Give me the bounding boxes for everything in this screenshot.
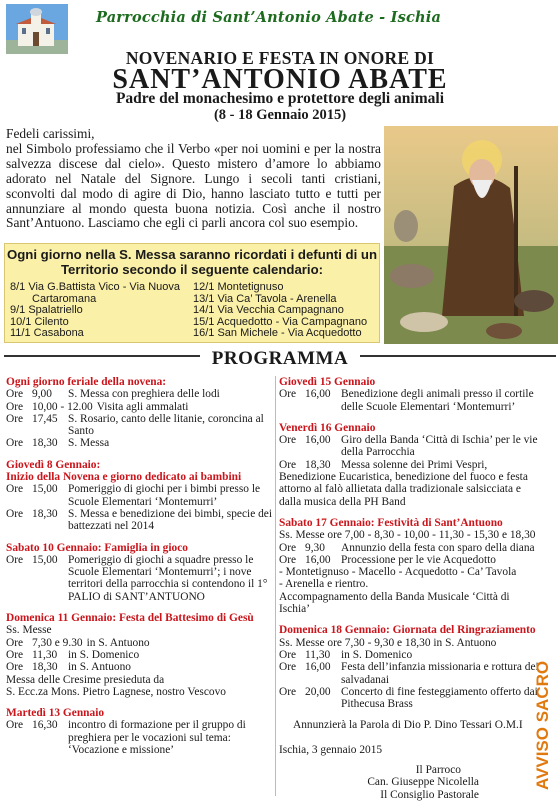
row-time: 15,00 — [32, 553, 58, 566]
schedule-row — [6, 388, 278, 400]
letter-body: nel Simbolo professiamo che il Verbo «per noi uomini e per la nostra salvezza discese dal cielo». Questo mistero d’amore lo abbiamo adorato nel Natale del Signore. Lungo i secoli tanti cristiani, sconvolti dal modo di agire di Dio, hanno lasciato tutto e tutti per annunziare al mondo questa buona notizia. Così anche il nostro Sant’Antuono. Lasciamo che egli ci parli ancora col suo esempio. — [6, 140, 381, 231]
program-section — [279, 376, 541, 413]
row-time: 11,30 — [305, 648, 331, 661]
schedule-row — [6, 719, 278, 756]
row-label: Ore — [6, 483, 24, 496]
signature-line: Can. Giuseppe Nicolella — [367, 776, 479, 789]
calendar-item: 15/1 Acquedotto - Via Campagnano — [193, 315, 368, 328]
row-time: 17,45 — [32, 412, 58, 425]
row-description: Pomeriggio di giochi a squadre presso le Scuole Elementari ‘Montemurri’; i nove territori della parrocchia si contendono il 1° PALIO di SANT’ANTUONO — [68, 553, 268, 603]
program-section — [6, 542, 278, 603]
section-heading: Sabato 10 Gennaio: Famiglia in gioco — [6, 541, 188, 554]
row-description: in S. Domenico — [341, 648, 413, 661]
row-label: Ore — [279, 685, 297, 698]
row-description: in S. Domenico — [68, 648, 140, 661]
signature-line: Il Consiglio Pastorale — [380, 788, 479, 801]
calendar-item: Cartaromana — [32, 292, 97, 305]
program-section — [6, 459, 278, 533]
subtitle: Padre del monachesimo e protettore degli animali — [115, 90, 445, 107]
programma-title: PROGRAMMA — [200, 348, 360, 369]
section-heading: Ogni giorno feriale della novena: — [6, 376, 167, 388]
place-date: Ischia, 3 gennaio 2015 — [279, 743, 383, 756]
row-time: 10,00 - 12.00 — [32, 400, 93, 413]
section-heading: Domenica 11 Gennaio: Festa del Battesimo di Gesù — [6, 612, 254, 625]
calendar-item: 14/1 Via Vecchia Campagnano — [193, 304, 344, 316]
schedule-row — [279, 434, 541, 459]
schedule-row — [279, 542, 541, 554]
schedule-row — [6, 483, 278, 508]
schedule-row — [6, 661, 278, 673]
row-time: 18,30 — [32, 507, 58, 520]
row-description: Benedizione degli animali presso il cortile delle Scuole Elementari ‘Montemurri’ — [341, 388, 534, 413]
schedule-row — [6, 401, 278, 413]
row-label: Ore — [6, 388, 24, 401]
row-label: Ore — [279, 458, 297, 471]
schedule-row — [6, 413, 278, 438]
section-heading: Giovedì 8 Gennaio: — [6, 458, 101, 471]
row-description: incontro di formazione per il gruppo di preghiera per le vocazioni sul tema: ‘Vocazione e missione’ — [68, 719, 246, 757]
row-description: Processione per le vie Acquedotto — [341, 553, 496, 566]
row-description: in S. Antuono — [86, 636, 150, 649]
calendar-list-right — [193, 282, 379, 340]
row-label: Ore — [279, 661, 297, 674]
schedule-row — [279, 661, 541, 686]
row-description: S. Messa — [68, 437, 110, 450]
row-time: 16,00 — [305, 661, 331, 674]
section-heading: Sabato 17 Gennaio: Festività di Sant’Antuono — [279, 516, 503, 529]
avviso-sacro-stamp — [532, 640, 554, 790]
calendar-item: 8/1 Via G.Battista Vico - Via Nuova — [10, 281, 180, 293]
section-note: Accompagnamento della Banda Musicale ‘Città di Ischia’ — [279, 590, 510, 616]
row-time: 18,30 — [32, 437, 58, 450]
row-description: S. Messa con preghiera delle lodi — [68, 388, 220, 401]
row-label: Ore — [6, 719, 24, 732]
section-note: S. Ecc.za Mons. Pietro Lagnese, nostro Vescovo — [6, 685, 226, 698]
row-time: 16,00 — [305, 434, 331, 447]
programma-heading — [0, 348, 560, 370]
schedule-row — [6, 554, 278, 603]
page-title: SANT’ANTONIO ABATE — [112, 64, 448, 95]
section-note: - Montetignuso - Macello - Acquedotto - Ca’ Tavola — [279, 566, 517, 579]
signature-block — [279, 764, 541, 801]
row-description: Concerto di fine festeggiamento offerto dai Pithecusa Brass — [341, 685, 538, 711]
row-description: Pomeriggio di giochi per i bimbi presso le Scuole Elementari ‘Montemurri’ — [68, 483, 261, 508]
calendar-item: 9/1 Spalatriello — [10, 304, 83, 316]
calendar-list-left — [10, 282, 198, 340]
row-time: 15,00 — [32, 483, 58, 496]
schedule-row — [6, 508, 278, 533]
row-description: Visita agli ammalati — [96, 400, 189, 413]
row-label: Ore — [6, 636, 24, 649]
signature-line: Il Parroco — [415, 764, 461, 777]
calendar-item: 16/1 San Michele - Via Acquedotto — [193, 327, 362, 339]
row-time: 18,30 — [305, 458, 331, 471]
row-description: Messa solenne dei Primi Vespri, — [341, 458, 488, 471]
section-heading: Venerdì 16 Gennaio — [279, 421, 376, 434]
right-sections — [279, 376, 541, 710]
row-time: 16,00 — [305, 388, 331, 401]
section-note: Ss. Messe ore 7,00 - 8,30 - 10,00 - 11,30 - 15,30 e 18,30 — [279, 529, 536, 542]
section-heading: Giovedì 15 Gennaio — [279, 376, 376, 388]
program-section — [6, 612, 278, 698]
row-label: Ore — [279, 388, 297, 401]
schedule-row — [6, 637, 278, 649]
section-heading: Martedì 13 Gennaio — [6, 707, 105, 720]
row-label: Ore — [6, 412, 24, 425]
row-label: Ore — [279, 553, 297, 566]
program-right-column — [279, 376, 541, 801]
row-description: S. Messa e benedizione dei bimbi, specie dei battezzati nel 2014 — [68, 507, 273, 533]
section-heading: Domenica 18 Gennaio: Giornata del Ringraziamento — [279, 624, 536, 637]
schedule-row — [279, 649, 541, 661]
row-description: Annunzio della festa con sparo della diana — [341, 541, 535, 554]
row-description: S. Rosario, canto delle litanie, coroncina al Santo — [68, 412, 264, 438]
row-time: 9,00 — [32, 388, 52, 401]
section-note: Benedizione Eucaristica, benedizione del fuoco e festa attorno al falò allietata dalla tradizionale salsicciata e dalla musica della PH Band — [279, 471, 528, 508]
program-section — [279, 517, 541, 615]
row-description: Giro della Banda ‘Città di Ischia’ per le vie della Parrocchia — [341, 434, 538, 459]
event-dates: (8 - 18 Gennaio 2015) — [213, 107, 347, 123]
title-line-1: NOVENARIO E FESTA IN ONORE DI — [125, 48, 435, 68]
calendar-item: 11/1 Casabona — [10, 327, 84, 339]
section-note: Ss. Messe ore 7,30 - 9,30 e 18,30 in S. Antuono — [279, 636, 497, 649]
calendar-heading: Ogni giorno nella S. Messa saranno ricordati i defunti di un Territorio secondo il seguente calendario: — [6, 247, 378, 277]
row-description: Festa dell’infanzia missionaria e rottura dei salvadanai — [341, 661, 539, 686]
section-note: - Arenella e rientro. — [279, 578, 369, 591]
schedule-row — [279, 554, 541, 566]
row-label: Ore — [6, 648, 24, 661]
program-section — [279, 422, 541, 508]
row-time: 7,30 e 9.30 — [32, 636, 83, 649]
stamp-text: AVVISO SACRO — [533, 660, 552, 790]
row-description: in S. Antuono — [68, 661, 131, 674]
row-time: 20,00 — [305, 685, 331, 698]
row-label: Ore — [6, 507, 24, 520]
announcement: Annunzierà la Parola di Dio P. Dino Tessari O.M.I — [293, 719, 523, 732]
memorial-calendar-box — [4, 243, 380, 343]
schedule-row — [279, 459, 541, 471]
program-section — [6, 376, 278, 450]
calendar-item: 13/1 Via Ca’ Tavola - Arenella — [193, 292, 337, 305]
schedule-row — [6, 649, 278, 661]
letter-greeting: Fedeli carissimi, — [6, 126, 95, 141]
row-label: Ore — [6, 437, 24, 450]
program-section — [279, 624, 541, 710]
schedule-row — [279, 686, 541, 711]
section-note: Messa delle Cresime presieduta da — [6, 673, 165, 686]
row-time: 11,30 — [32, 648, 58, 661]
schedule-row — [279, 388, 541, 413]
calendar-item: 10/1 Cilento — [10, 315, 69, 328]
row-label: Ore — [279, 434, 297, 447]
saint-anthony-image — [384, 126, 558, 344]
row-label: Ore — [6, 553, 24, 566]
section-heading: Inizio della Novena e giorno dedicato ai bambini — [6, 471, 242, 484]
row-time: 16,00 — [305, 553, 331, 566]
row-label: Ore — [6, 400, 24, 413]
schedule-row — [6, 437, 278, 449]
program-section — [6, 707, 278, 756]
program-left-column — [6, 376, 278, 765]
row-label: Ore — [6, 661, 24, 674]
pastoral-letter — [6, 127, 381, 231]
parish-name: Parrocchia di Sant’Antonio Abate - Ischia — [96, 9, 442, 26]
section-note: Ss. Messe — [6, 624, 52, 637]
calendar-item: 12/1 Montetignuso — [193, 281, 284, 293]
row-time: 9,30 — [305, 541, 325, 554]
row-label: Ore — [279, 541, 297, 554]
church-logo — [6, 4, 68, 54]
row-time: 18,30 — [32, 661, 58, 674]
row-label: Ore — [279, 648, 297, 661]
row-time: 16,30 — [32, 719, 58, 732]
